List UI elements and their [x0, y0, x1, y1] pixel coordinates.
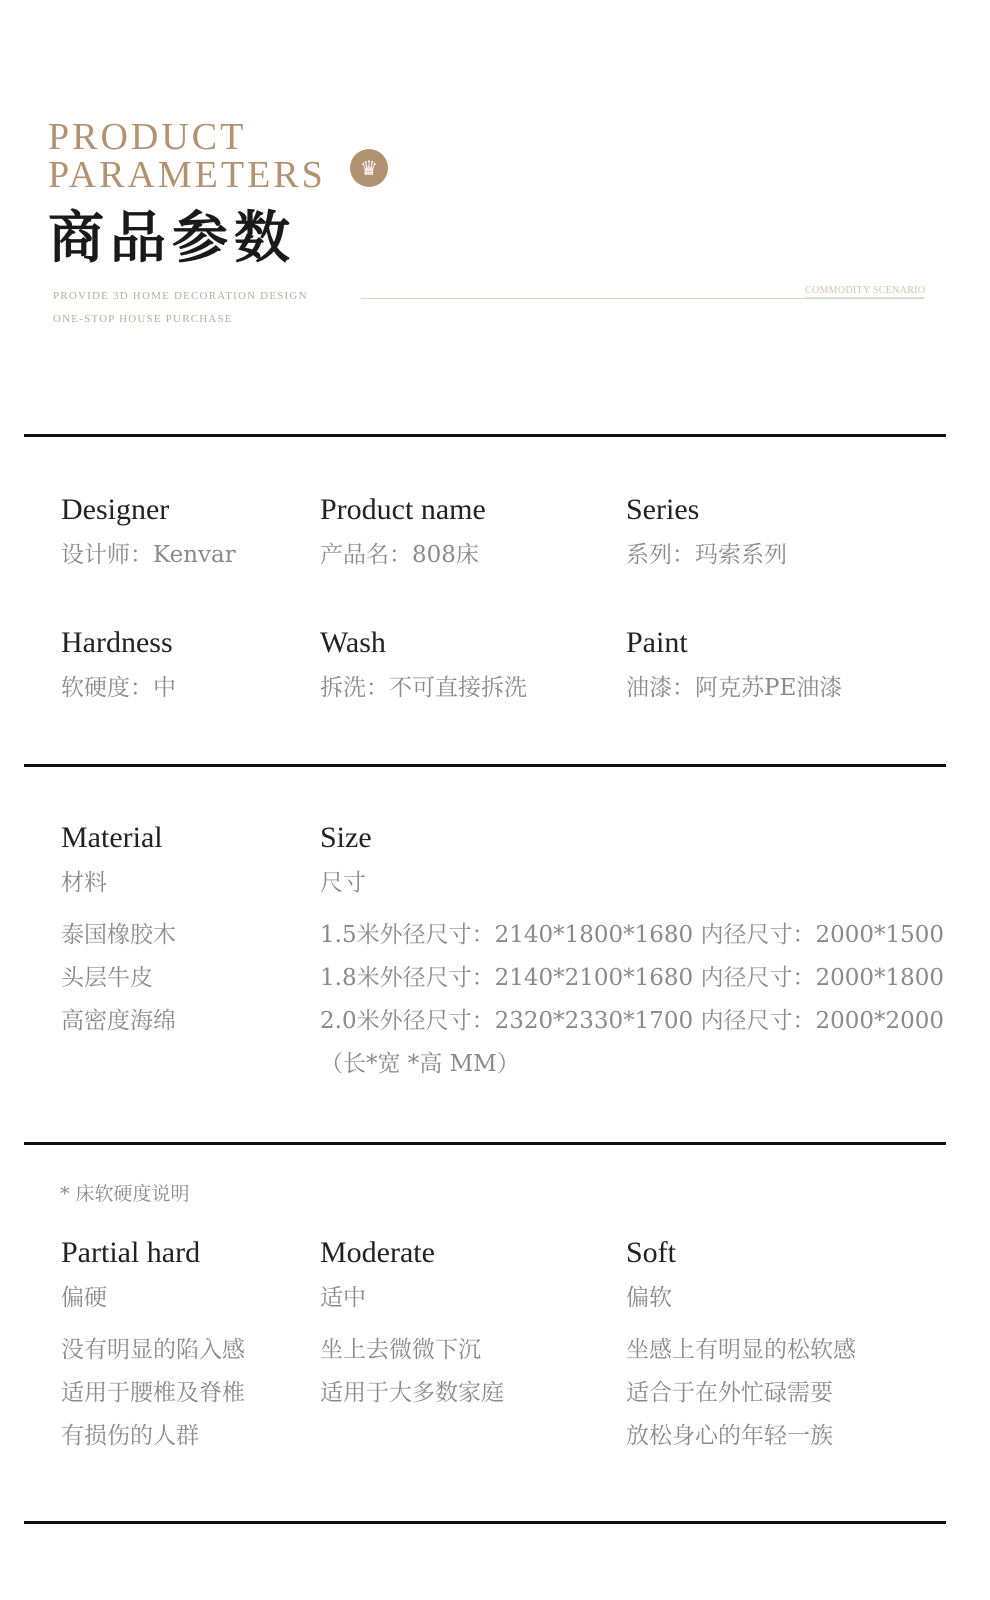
section-divider: [24, 1142, 946, 1145]
param-label-en: Series: [626, 493, 700, 526]
hardness-description: [320, 1329, 504, 1415]
hardness-label-cn: 偏软: [626, 1285, 672, 1311]
list-item: （长*宽 *高 MM）: [320, 1051, 520, 1077]
hardness-label-cn: 偏硬: [61, 1285, 107, 1311]
material-label-en: Material: [61, 821, 163, 854]
list-item: 没有明显的陷入感: [61, 1337, 245, 1363]
param-wash: [320, 625, 527, 703]
param-series: [626, 492, 787, 570]
hardness-column-moderate: [320, 1235, 504, 1415]
list-item: 高密度海绵: [61, 1008, 176, 1034]
material-list: [61, 914, 176, 1043]
param-label-en: Paint: [626, 626, 688, 659]
title-english-line-1: PRODUCT: [48, 116, 247, 158]
hardness-column-soft: [626, 1235, 856, 1458]
list-item: 适合于在外忙碌需要: [626, 1380, 833, 1406]
param-value: 系列：玛索系列: [626, 542, 787, 568]
param-label-en: Designer: [61, 493, 170, 526]
list-item: 适用于腰椎及脊椎: [61, 1380, 245, 1406]
hardness-label-cn: 适中: [320, 1285, 366, 1311]
param-label-en: Product name: [320, 493, 486, 526]
param-paint: [626, 625, 842, 703]
hardness-label-en: Moderate: [320, 1236, 435, 1269]
param-label-en: Hardness: [61, 626, 173, 659]
list-item: 1.5米外径尺寸：2140*1800*1680 内径尺寸：2000*1500: [320, 922, 945, 948]
param-value: 油漆：阿克苏PE油漆: [626, 675, 843, 701]
hardness-label-en: Soft: [626, 1236, 677, 1269]
hardness-description: [626, 1329, 856, 1458]
material-label-cn: 材料: [61, 870, 107, 896]
list-item: 坐感上有明显的松软感: [626, 1337, 856, 1363]
page-title: 商品参数: [48, 205, 296, 271]
material-section: [61, 820, 176, 1043]
list-item: 适用于大多数家庭: [320, 1380, 504, 1406]
param-label-en: Wash: [320, 626, 386, 659]
param-hardness: [61, 625, 176, 703]
size-label-en: Size: [320, 821, 372, 854]
hardness-label-en: Partial hard: [61, 1236, 201, 1269]
list-item: 1.8米外径尺寸：2140*2100*1680 内径尺寸：2000*1800: [320, 965, 945, 991]
size-list: [320, 914, 944, 1086]
list-item: 泰国橡胶木: [61, 922, 176, 948]
hardness-column-partial-hard: [61, 1235, 245, 1458]
list-item: 坐上去微微下沉: [320, 1337, 481, 1363]
list-item: 头层牛皮: [61, 965, 153, 991]
list-item: 有损伤的人群: [61, 1423, 199, 1449]
tagline-design: PROVIDE 3D HOME DECORATION DESIGN: [53, 290, 308, 302]
list-item: 2.0米外径尺寸：2320*2330*1700 内径尺寸：2000*2000: [320, 1008, 945, 1034]
title-english-line-2: PARAMETERS: [48, 154, 326, 196]
param-product-name: [320, 492, 486, 570]
param-value: 软硬度：中: [61, 675, 176, 701]
title-english: [48, 118, 326, 194]
hardness-description: [61, 1329, 245, 1458]
param-designer: [61, 492, 236, 570]
scenario-label: COMMODITY SCENARIO: [805, 285, 926, 296]
size-section: [320, 820, 944, 1086]
list-item: 放松身心的年轻一族: [626, 1423, 833, 1449]
param-value: 设计师：Kenvar: [61, 542, 236, 568]
tagline-purchase: ONE-STOP HOUSE PURCHASE: [53, 313, 233, 325]
hardness-note-title: * 床软硬度说明: [60, 1183, 190, 1205]
section-divider: [24, 434, 946, 437]
section-divider: [24, 1521, 946, 1524]
param-value: 产品名：808床: [320, 542, 479, 568]
header-rule: [361, 298, 924, 299]
param-value: 拆洗：不可直接拆洗: [320, 675, 527, 701]
crown-icon: ♛: [350, 149, 388, 187]
size-label-cn: 尺寸: [320, 870, 366, 896]
section-divider: [24, 764, 946, 767]
